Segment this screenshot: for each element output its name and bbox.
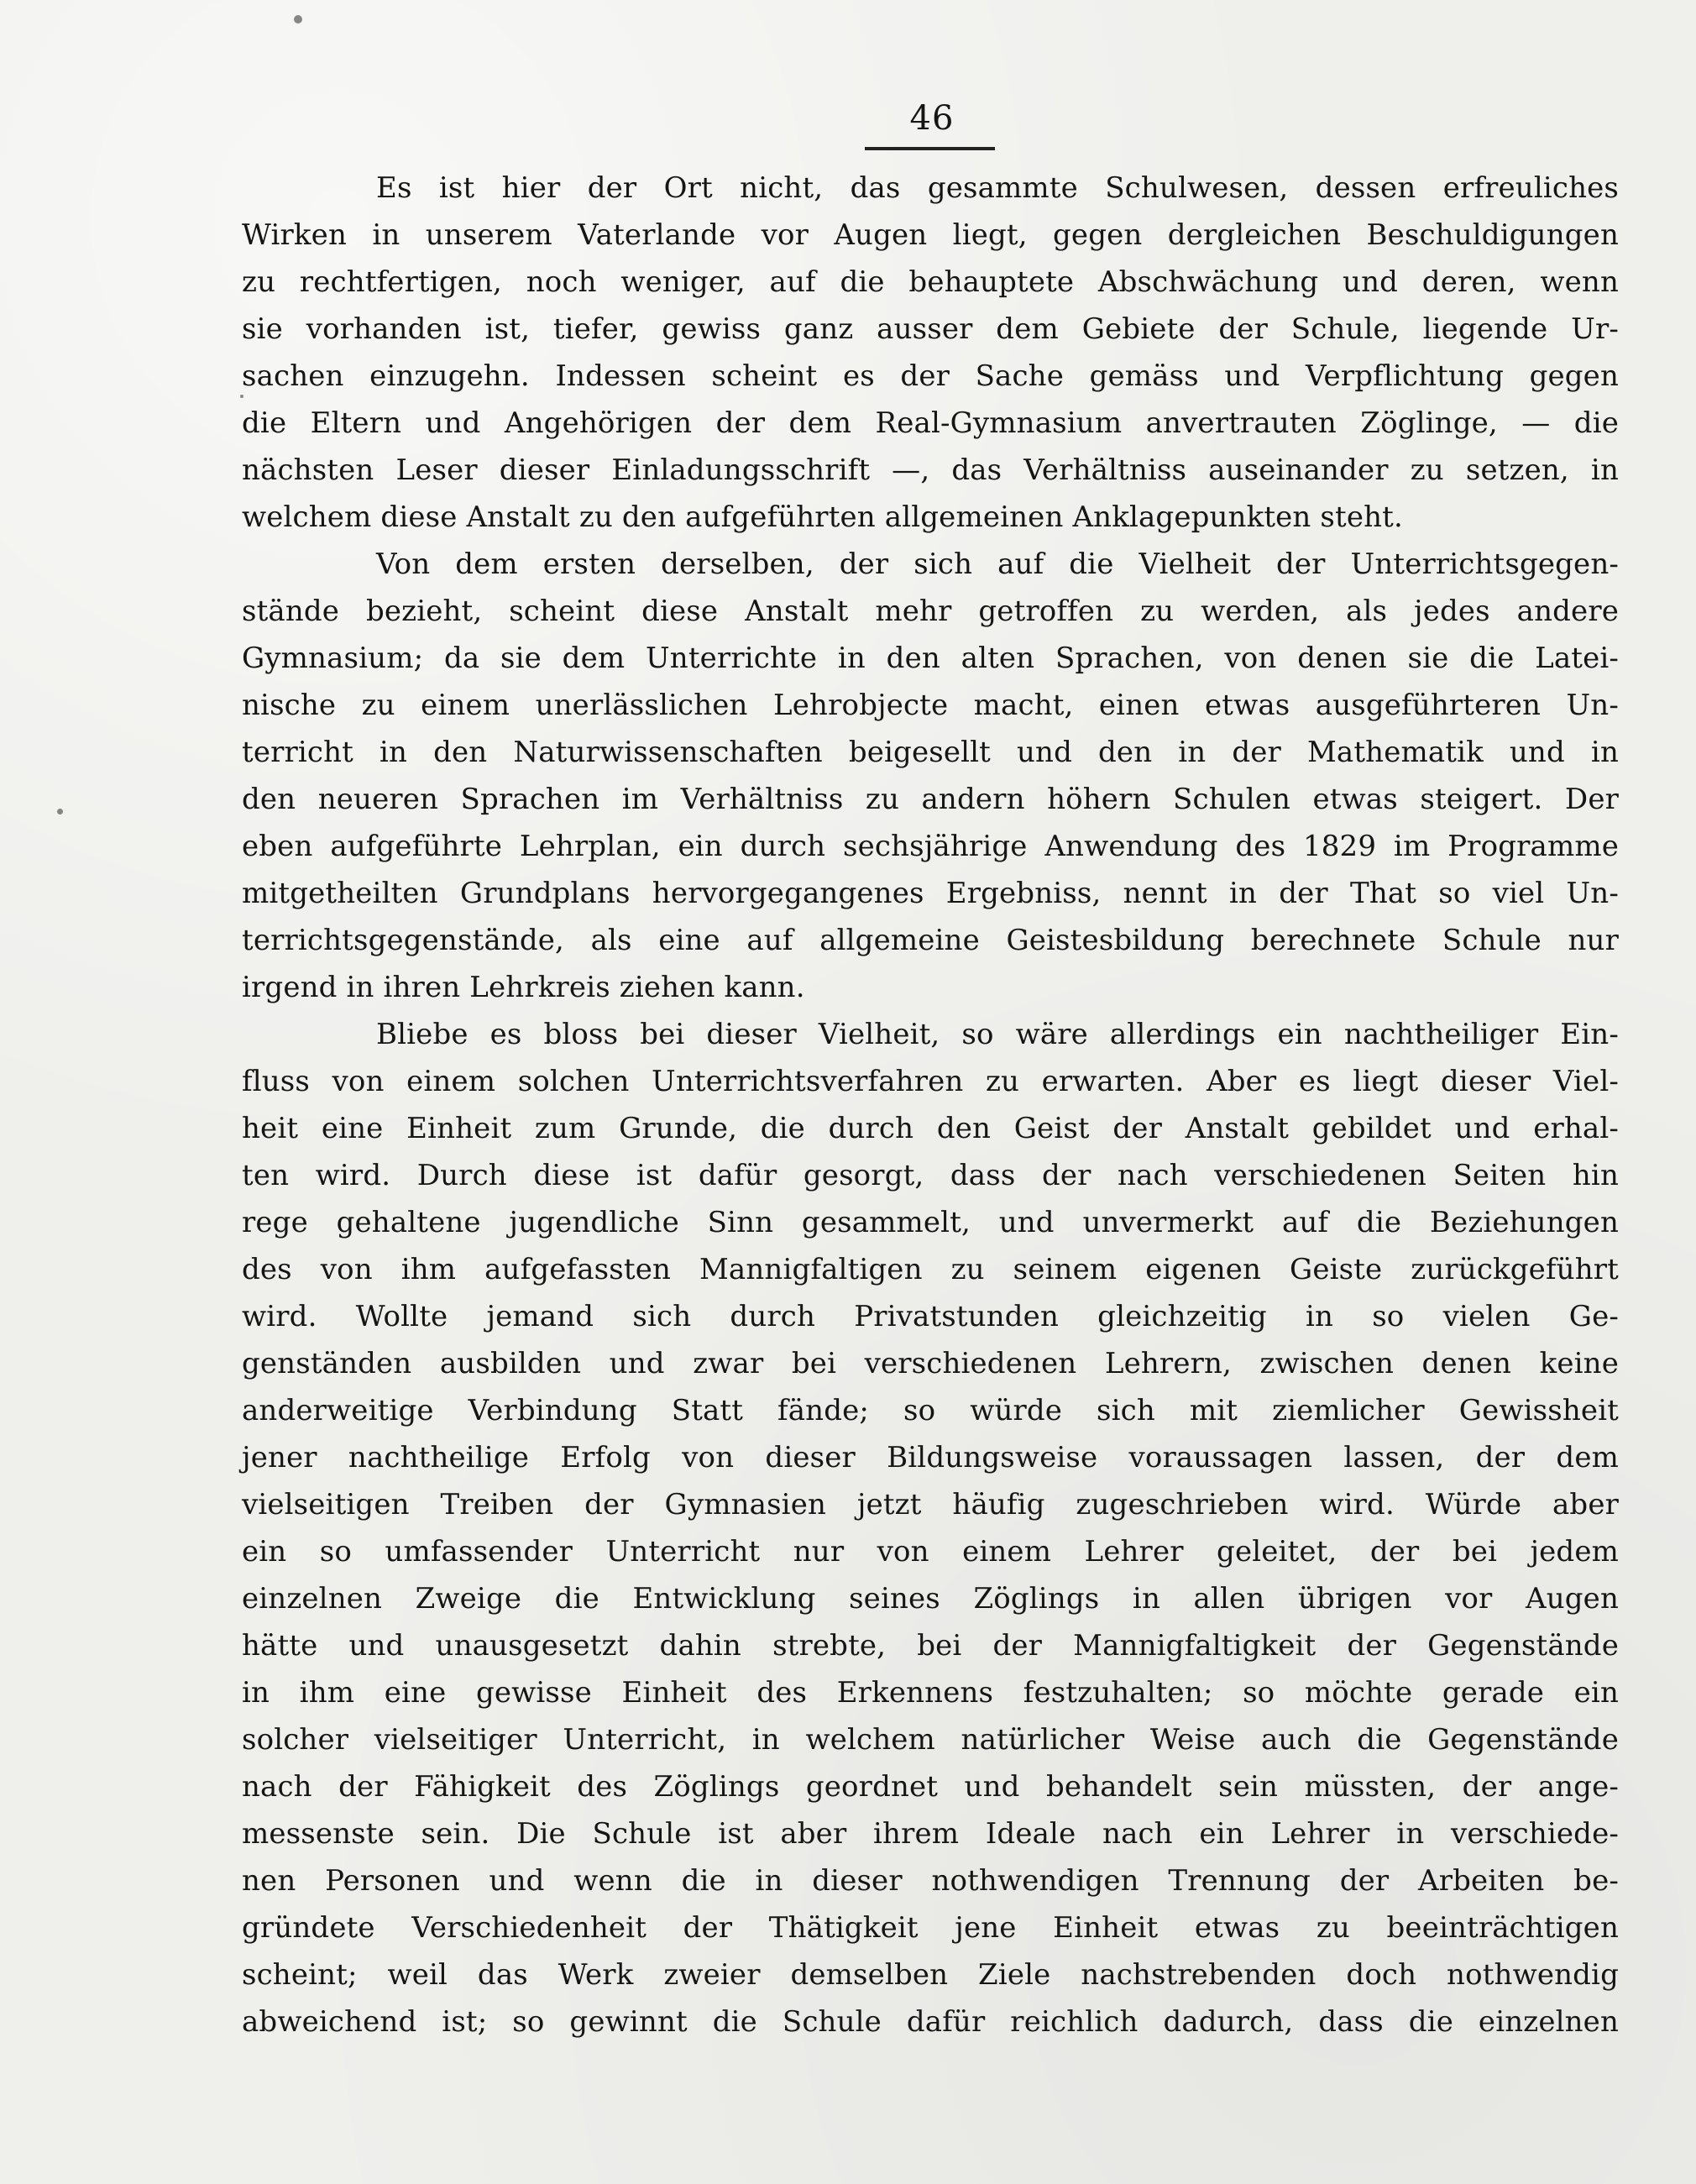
- text-line: genständen ausbilden und zwar bei verschiedenen Lehrern, zwischen denen keine: [242, 1347, 1619, 1380]
- text-line: eben aufgeführte Lehrplan, ein durch sechsjährige Anwendung des 1829 im Programme: [242, 830, 1619, 863]
- text-line: gründete Verschiedenheit der Thätigkeit jene Einheit etwas zu beeinträchtigen: [242, 1911, 1619, 1945]
- text-line: welchem diese Anstalt zu den aufgeführten allgemeinen Anklagepunkten steht.: [242, 500, 1403, 534]
- text-line: hätte und unausgesetzt dahin strebte, bei der Mannigfaltigkeit der Gegenstände: [242, 1629, 1619, 1663]
- text-line: fluss von einem solchen Unterrichtsverfahren zu erwarten. Aber es liegt dieser Viel-: [242, 1065, 1619, 1098]
- text-line: wird. Wollte jemand sich durch Privatstunden gleichzeitig in so vielen Ge-: [242, 1300, 1619, 1333]
- text-line: zu rechtfertigen, noch weniger, auf die behauptete Abschwächung und deren, wenn: [242, 265, 1619, 299]
- text-line: abweichend ist; so gewinnt die Schule dafür reichlich dadurch, dass die einzelnen: [242, 2005, 1619, 2039]
- text-line: Es ist hier der Ort nicht, das gesammte Schulwesen, dessen erfreuliches: [376, 171, 1619, 205]
- text-line: solcher vielseitiger Unterricht, in welchem natürlicher Weise auch die Gegenstände: [242, 1723, 1619, 1757]
- body-text: [242, 165, 1619, 2045]
- text-line: einzelnen Zweige die Entwicklung seines Zöglings in allen übrigen vor Augen: [242, 1582, 1619, 1616]
- text-line: sachen einzugehn. Indessen scheint es der Sache gemäss und Verpflichtung gegen: [242, 359, 1619, 393]
- paper-speck: [57, 809, 63, 814]
- text-line: ten wird. Durch diese ist dafür gesorgt, dass der nach verschiedenen Seiten hin: [242, 1159, 1619, 1192]
- text-line: stände bezieht, scheint diese Anstalt mehr getroffen zu werden, als jedes andere: [242, 594, 1619, 628]
- text-line: nach der Fähigkeit des Zöglings geordnet und behandelt sein müssten, der ange-: [242, 1770, 1619, 1804]
- text-line: rege gehaltene jugendliche Sinn gesammelt, und unvermerkt auf die Beziehungen: [242, 1206, 1619, 1239]
- paper-speck: [240, 395, 243, 398]
- text-line: Gymnasium; da sie dem Unterrichte in den alten Sprachen, von denen sie die Latei-: [242, 642, 1619, 675]
- text-line: heit eine Einheit zum Grunde, die durch den Geist der Anstalt gebildet und erhal-: [242, 1112, 1619, 1145]
- text-line: mitgetheilten Grundplans hervorgegangenes Ergebniss, nennt in der That so viel Un-: [242, 877, 1619, 910]
- text-line: Von dem ersten derselben, der sich auf die Vielheit der Unterrichtsgegen-: [376, 547, 1619, 581]
- text-line: sie vorhanden ist, tiefer, gewiss ganz ausser dem Gebiete der Schule, liegende Ur-: [242, 312, 1619, 346]
- text-line: des von ihm aufgefassten Mannigfaltigen zu seinem eigenen Geiste zurückgeführt: [242, 1253, 1619, 1286]
- text-line: terricht in den Naturwissenschaften beigesellt und den in der Mathematik und in: [242, 736, 1619, 769]
- text-line: nische zu einem unerlässlichen Lehrobjecte macht, einen etwas ausgeführteren Un-: [242, 689, 1619, 722]
- paper-speck: [294, 15, 302, 24]
- text-line: scheint; weil das Werk zweier demselben Ziele nachstrebenden doch nothwendig: [242, 1958, 1619, 1992]
- text-line: vielseitigen Treiben der Gymnasien jetzt häufig zugeschrieben wird. Würde aber: [242, 1488, 1619, 1521]
- text-line: irgend in ihren Lehrkreis ziehen kann.: [242, 971, 805, 1004]
- text-line: messenste sein. Die Schule ist aber ihrem Ideale nach ein Lehrer in verschiede-: [242, 1817, 1619, 1851]
- text-line: den neueren Sprachen im Verhältniss zu andern höhern Schulen etwas steigert. Der: [242, 783, 1619, 816]
- text-line: ein so umfassender Unterricht nur von einem Lehrer geleitet, der bei jedem: [242, 1535, 1619, 1569]
- page-number-rule: [865, 147, 995, 150]
- text-line: Bliebe es bloss bei dieser Vielheit, so wäre allerdings ein nachtheiliger Ein-: [376, 1018, 1619, 1051]
- text-line: nächsten Leser dieser Einladungsschrift —, das Verhältniss auseinander zu setzen, in: [242, 453, 1619, 487]
- text-line: die Eltern und Angehörigen der dem Real-Gymnasium anvertrauten Zöglinge, — die: [242, 406, 1619, 440]
- text-line: anderweitige Verbindung Statt fände; so würde sich mit ziemlicher Gewissheit: [242, 1394, 1619, 1427]
- text-line: nen Personen und wenn die in dieser nothwendigen Trennung der Arbeiten be-: [242, 1864, 1619, 1898]
- text-line: in ihm eine gewisse Einheit des Erkennens festzuhalten; so möchte gerade ein: [242, 1676, 1619, 1710]
- text-line: jener nachtheilige Erfolg von dieser Bildungsweise voraussagen lassen, der dem: [242, 1441, 1619, 1474]
- page-number: 46: [909, 99, 955, 138]
- text-line: terrichtsgegenstände, als eine auf allgemeine Geistesbildung berechnete Schule nur: [242, 924, 1619, 957]
- text-line: Wirken in unserem Vaterlande vor Augen liegt, gegen dergleichen Beschuldigungen: [242, 218, 1619, 252]
